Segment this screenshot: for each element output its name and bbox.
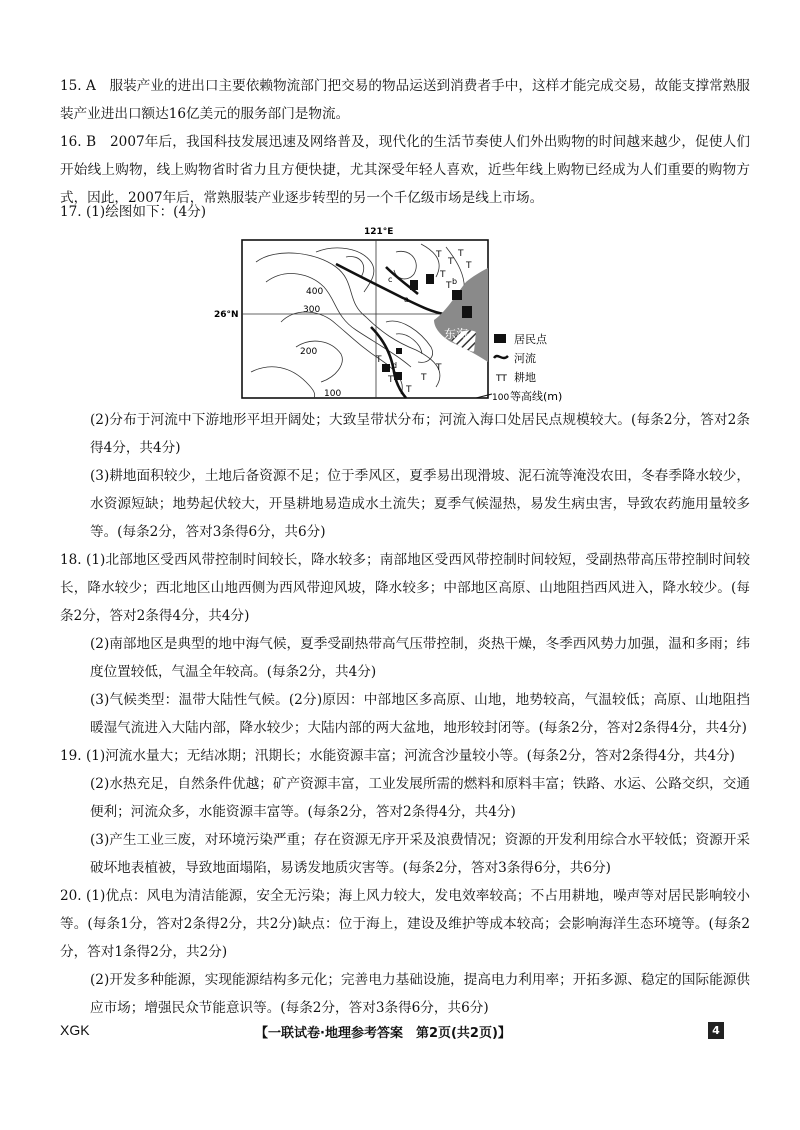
answer-17-1: 17. (1)绘图如下：(4分) bbox=[60, 204, 207, 220]
footer-code: XGK bbox=[60, 1022, 90, 1038]
svg-text:T: T bbox=[388, 375, 394, 385]
map-legend bbox=[476, 332, 562, 403]
latitude-label: 26°N bbox=[214, 310, 239, 320]
answer-17-3: (3)耕地面积较少，土地后备资源不足；位于季风区，夏季易出现滑坡、泥石流等淹没农田，冬春季降水较少，水资源短缺；地势起伏较大，开垦耕地易造成水土流失；夏季气候湿热，易发生病虫害，导致农药施用量较多等。(每条2分，答对3条得6分，共6分) bbox=[90, 468, 750, 540]
contour-label-200: 200 bbox=[300, 347, 318, 357]
contour-map-figure bbox=[196, 222, 616, 407]
longitude-label: 121°E bbox=[364, 227, 394, 237]
answer-20-1: 20. (1)优点：风电为清洁能源，安全无污染；海上风力较大，发电效率较高；不占用耕地，噪声等对居民影响较小等。(每条1分，答对2条得2分，共2分)缺点：位于海上，建设及维护等成本较高；会影响海洋生态环境等。(每条2分，答对1条得2分，共2分) bbox=[60, 888, 750, 960]
answer-18-1: 18. (1)北部地区受西风带控制时间较长，降水较多；南部地区受西风带控制时间较短，受副热带高压带控制时间较长，降水较少；西北地区山地西侧为西风带迎风坡，降水较多；中部地区高原、山地阻挡西风进入，降水较少。(每条2分，答对2条得4分，共4分) bbox=[60, 552, 750, 624]
answer-16: 16. B 2007年后，我国科技发展迅速及网络普及，现代化的生活节奏使人们外出购物的时间越来越少，促使人们开始线上购物，线上购物省时省力且方便快捷，尤其深受年轻人喜欢，近些年线上购物已经成为人们重要的购物方式，因此，2007年后，常熟服装产业逐步转型的另一个千亿级市场是线上市场。 bbox=[60, 134, 750, 206]
svg-text:T: T bbox=[436, 363, 442, 373]
legend-river-symbol bbox=[494, 356, 508, 358]
point-label-b: b bbox=[452, 277, 458, 286]
legend-contour-value: 100 bbox=[492, 393, 510, 403]
answer-15: 15. A 服装产业的进出口主要依赖物流部门把交易的物品运送到消费者手中，这样才能完成交易，故能支撑常熟服装产业进出口额达16亿美元的服务部门是物流。 bbox=[60, 78, 750, 122]
answer-20-2: (2)开发多种能源，实现能源结构多元化；完善电力基础设施，提高电力利用率；开拓多源、稳定的国际能源供应市场；增强民众节能意识等。(每条2分，答对3条得6分，共6分) bbox=[90, 972, 750, 1016]
svg-text:T: T bbox=[458, 249, 464, 259]
answer-19-2: (2)水热充足，自然条件优越；矿产资源丰富，工业发展所需的燃料和原料丰富；铁路、水运、公路交织，交通便利；河流众多，水能资源丰富等。(每条2分，答对2条得4分，共4分) bbox=[90, 776, 750, 820]
svg-text:T: T bbox=[406, 385, 412, 395]
contour-label-400: 400 bbox=[306, 287, 324, 297]
contour-label-300: 300 bbox=[303, 305, 321, 315]
svg-text:T: T bbox=[436, 250, 442, 260]
legend-settlement-symbol bbox=[494, 334, 506, 343]
footer-badge: 4 bbox=[708, 1022, 724, 1039]
svg-text:T: T bbox=[448, 257, 454, 267]
page-footer bbox=[0, 1022, 800, 1046]
svg-text:T: T bbox=[440, 270, 446, 280]
point-label-a: a bbox=[404, 295, 409, 304]
answer-19-1: 19. (1)河流水量大；无结冰期；汛期长；水能资源丰富；河流含沙量较小等。(每条2分，答对2条得4分，共4分) bbox=[60, 748, 735, 764]
legend-settlement-label: 居民点 bbox=[514, 333, 547, 346]
answer-18-3: (3)气候类型：温带大陆性气候。(2分)原因：中部地区多高原、山地，地势较高，气温较低；高原、山地阻挡暖湿气流进入大陆内部，降水较少；大陆内部的两大盆地，地形较封闭等。(每条2分，答对2条得4分，共4分) bbox=[90, 692, 750, 736]
legend-farmland-symbol: TT bbox=[496, 374, 507, 384]
legend-river-label: 河流 bbox=[514, 352, 536, 365]
svg-text:T: T bbox=[421, 373, 427, 383]
footer-title: 【一联试卷·地理参考答案 第2页(共2页)】 bbox=[255, 1026, 511, 1041]
sea-label: 东海 bbox=[444, 327, 469, 341]
svg-text:T: T bbox=[466, 261, 472, 271]
legend-contour-label: 等高线(m) bbox=[510, 390, 563, 403]
answer-17-2: (2)分布于河流中下游地形平坦开阔处；大致呈带状分布；河流入海口处居民点规模较大。(每条2分，答对2条得4分，共4分) bbox=[90, 412, 750, 456]
svg-text:T: T bbox=[376, 355, 382, 365]
contour-map bbox=[196, 222, 616, 407]
svg-text:T: T bbox=[446, 281, 452, 291]
legend-farmland-label: 耕地 bbox=[514, 371, 536, 384]
contour-label-100: 100 bbox=[324, 389, 342, 399]
point-label-c: c bbox=[388, 275, 393, 284]
point-label-d: d bbox=[392, 361, 398, 370]
answer-18-2: (2)南部地区是典型的地中海气候，夏季受副热带高气压带控制，炎热干燥，冬季西风势力加强，温和多雨；纬度位置较低，气温全年较高。(每条2分，共4分) bbox=[90, 636, 750, 680]
answer-19-3: (3)产生工业三废，对环境污染严重；存在资源无序开采及浪费情况；资源的开发利用综合水平较低；资源开采破坏地表植被，导致地面塌陷，易诱发地质灾害等。(每条2分，答对3条得6分，共6分) bbox=[90, 832, 750, 876]
